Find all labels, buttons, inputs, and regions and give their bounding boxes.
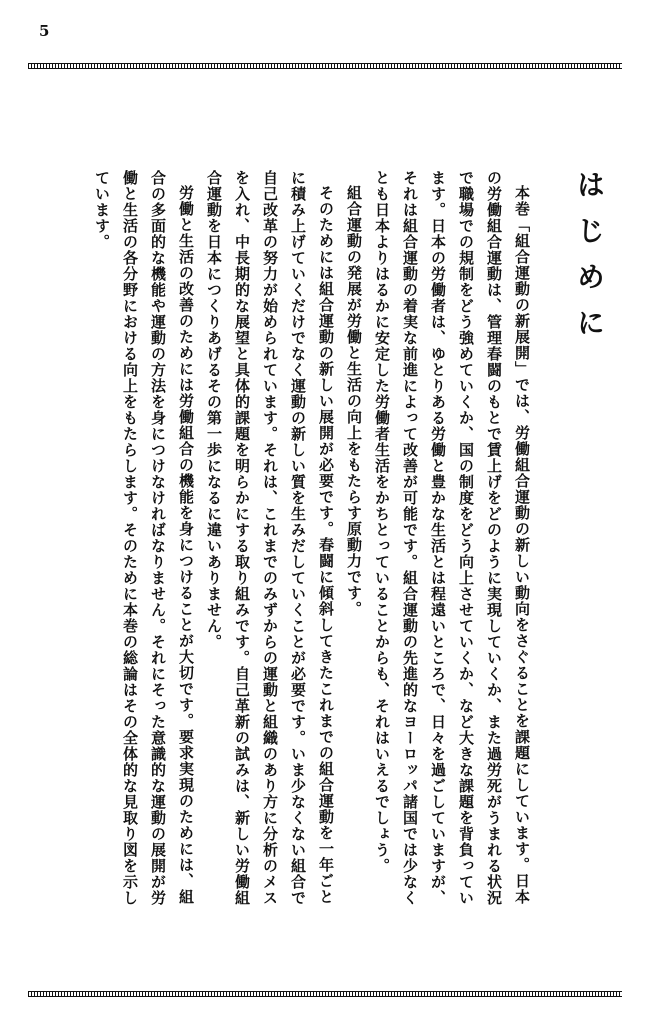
page-mark: 5 — [39, 22, 50, 40]
paragraph-2: 組合運動の発展が労働と生活の向上をもたらす原動力です。 — [345, 185, 363, 617]
body-text — [26, 170, 536, 912]
bottom-decorative-rule — [28, 991, 622, 997]
page-title: はじめに — [573, 170, 606, 354]
paragraph-4: 労働と生活の改善のためには労働組合の機能を身につけることが大切です。要求実現のためには、組合の多面的な機能や運動の方法を身につけなければなりません。それにそった意識的な運動の展開が労働と生活の各分野における向上をもたらします。そのために本巻の総論はその全体的な見取り図を示しています。 — [93, 170, 195, 906]
top-decorative-rule — [28, 63, 622, 69]
paragraph-1: 本巻「組合運動の新展開」では、労働組合運動の新しい動向をさぐることを課題にしています。日本の労働組合運動は、管理春闘のもとで賃上げをどのように実現していくか、また過労死がうまれる状況で職場での規制をどう強めていくか、国の制度をどう向上させていくか、など大きな課題を背負っています。日本の労働者は、ゆとりある労働と豊かな生活とは程遠いところで、日々を過ごしていますが、それは組合運動の着実な前進によって改善が可能です。組合運動の先進的なヨーロッパ諸国では少なくとも日本よりはるかに安定した労働者生活をかちとっていることからも、それはいえるでしょう。 — [373, 170, 531, 906]
paragraph-3: そのためには組合運動の新しい展開が必要です。春闘に傾斜してきたこれまでの組合運動を一年ごとに積み上げていくだけでなく運動の新しい質を生みだしていくことが必要です。いま少なくない組合で自己改革の努力が始められています。それは、これまでのみずからの運動と組織のあり方に分析のメスを入れ、中長期的な展望と具体的課題を明らかにする取り組みです。自己革新の試みは、新しい労働組合運動を日本につくりあげるその第一歩になるに違いありません。 — [205, 170, 335, 906]
